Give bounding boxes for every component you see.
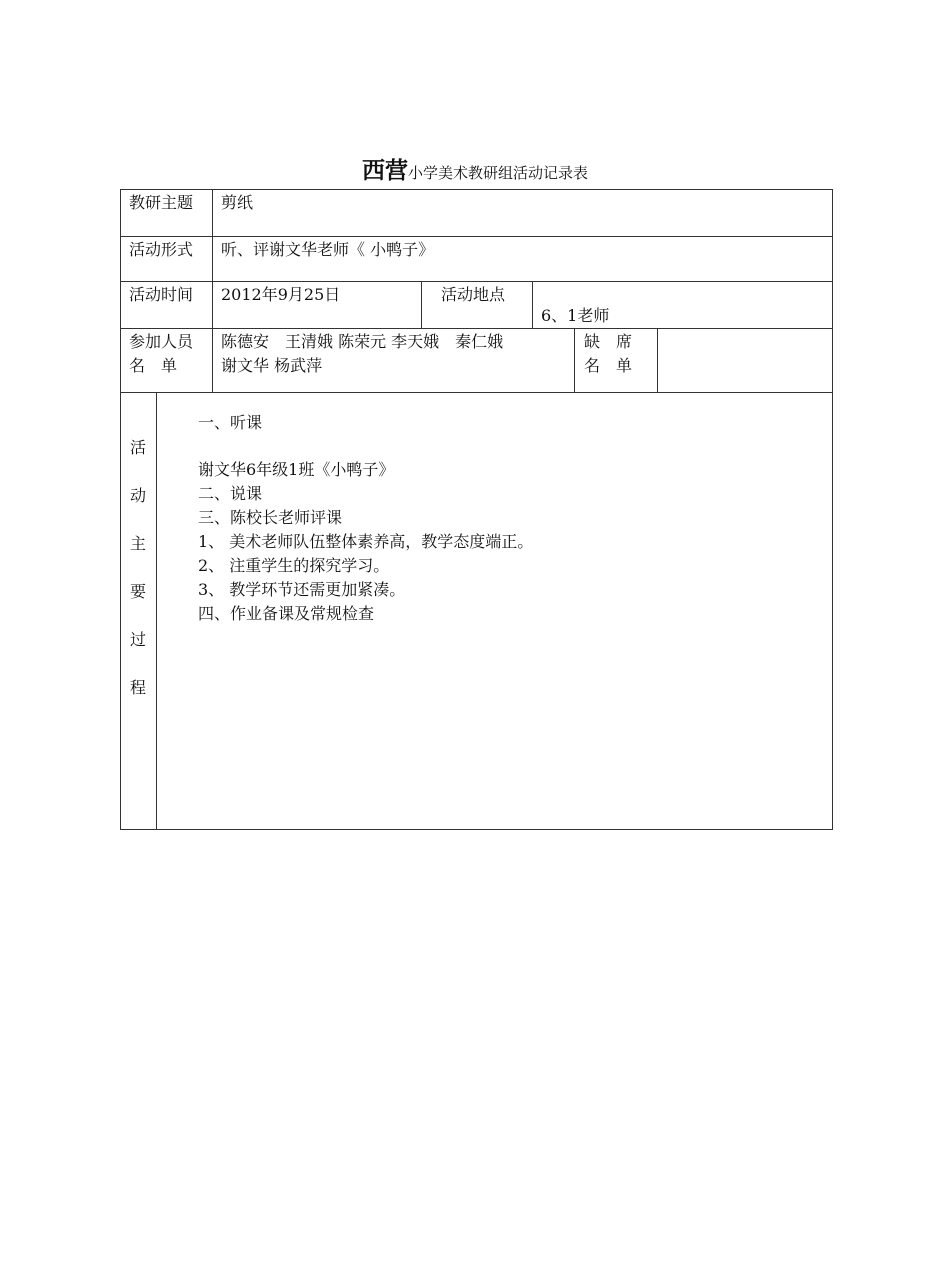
place-value: 6、1老师 (541, 306, 610, 325)
process-line: 一、听课 (198, 413, 263, 432)
topic-label: 教研主题 (129, 193, 194, 212)
absent-label-line2: 名 单 (584, 356, 633, 375)
process-blank-line (198, 435, 533, 458)
time-label: 活动时间 (129, 285, 194, 304)
process-line: 2、 注重学生的探究学习。 (198, 556, 390, 575)
table-border-bottom (120, 829, 833, 830)
participants-line2: 谢文华 杨武萍 (221, 356, 323, 375)
process-label-char: 动 (129, 486, 146, 505)
table-label-divider (212, 189, 213, 393)
table-col-divider (532, 281, 533, 329)
table-col-divider (421, 281, 422, 329)
table-row-divider (120, 392, 833, 393)
document-title (0, 152, 950, 185)
process-label-char: 主 (129, 534, 146, 553)
table-row-divider (120, 328, 833, 329)
participants-label-line2: 名 单 (129, 356, 178, 375)
table-col-divider (574, 328, 575, 393)
table-border-top (120, 189, 833, 190)
process-content (198, 411, 533, 626)
place-label: 活动地点 (441, 285, 506, 304)
process-line: 四、作业备课及常规检查 (198, 604, 375, 623)
table-border-right (832, 189, 833, 830)
table-col-divider (657, 328, 658, 393)
process-line: 谢文华6年级1班《小鸭子》 (198, 460, 395, 479)
process-label (120, 436, 156, 724)
topic-value: 剪纸 (221, 193, 254, 212)
process-label-char: 过 (129, 630, 146, 649)
process-label-char: 程 (129, 678, 146, 697)
process-line: 三、陈校长老师评课 (198, 508, 343, 527)
process-line: 二、说课 (198, 484, 263, 503)
absent-label-line1: 缺 席 (584, 332, 633, 351)
process-label-divider (156, 392, 157, 830)
participants-label-line1: 参加人员 (129, 332, 194, 351)
title-rest: 小学美术教研组活动记录表 (407, 164, 588, 182)
process-label-char: 要 (129, 582, 146, 601)
participants-line1: 陈德安 王清娥 陈荣元 李天娥 秦仁娥 (221, 332, 504, 351)
process-label-char: 活 (129, 438, 146, 457)
form-label: 活动形式 (129, 240, 194, 259)
table-row-divider (120, 281, 833, 282)
process-line: 1、 美术老师队伍整体素养高，教学态度端正。 (198, 532, 534, 551)
table-row-divider (120, 236, 833, 237)
title-school: 西营 (361, 158, 408, 184)
time-value: 2012年9月25日 (221, 285, 341, 304)
process-line: 3、 教学环节还需更加紧凑。 (198, 580, 406, 599)
form-value: 听、评谢文华老师《 小鸭子》 (221, 240, 435, 259)
